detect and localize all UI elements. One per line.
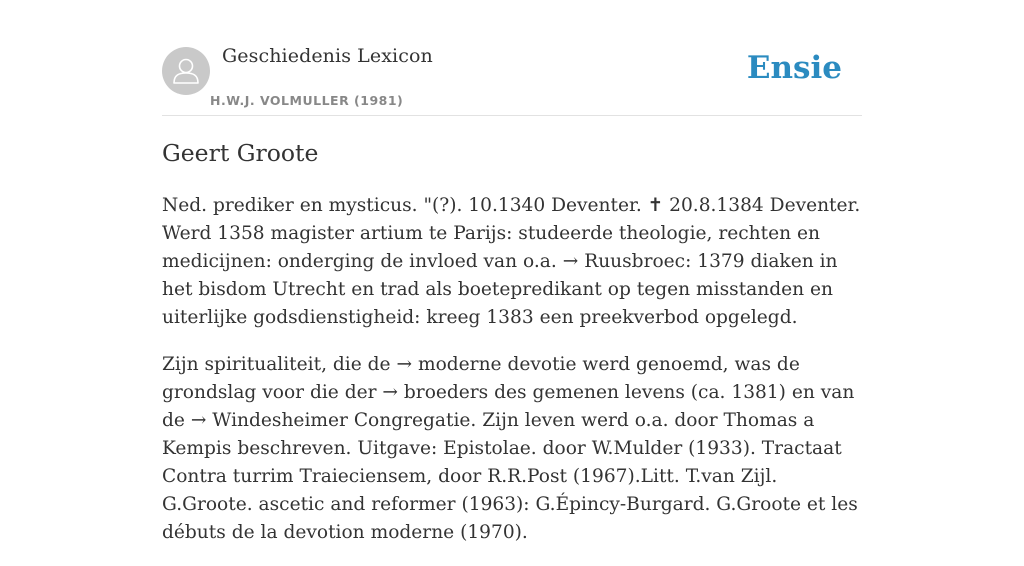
paragraph: Ned. prediker en mysticus. "(?). 10.1340 Deventer. ✝ 20.8.1384 Deventer. Werd 1358 magister artium te Parijs: studeerde theologie, rechten en medicijnen: onderging de invloed van o.a. → Ruusbroec: 1379 diaken in het bisdom Utrecht en trad als boetepredikant op tegen misstanden en uiterlijke godsdienstigheid: kreeg 1383 een preekverbod opgelegd.: [162, 195, 861, 328]
page-container: [162, 0, 862, 543]
author-label[interactable]: H.W.J. VOLMULLER (1981): [210, 93, 404, 108]
user-avatar-icon[interactable]: [162, 47, 210, 95]
brand-logo[interactable]: Ensie: [746, 50, 842, 86]
article-body: [162, 192, 872, 566]
article-title: Geert Groote: [162, 139, 319, 167]
lexicon-title[interactable]: Geschiedenis Lexicon: [222, 45, 433, 67]
paragraph: Zijn spiritualiteit, die de → moderne devotie werd genoemd, was de grondslag voor die der → broeders des gemenen levens (ca. 1381) en van de → Windesheimer Congregatie. Zijn leven werd o.a. door Thomas a Kempis beschreven. Uitgave: Epistolae. door W.Mulder (1933). Tractaat Contra turrim Traieciensem, door R.R.Post (1967).Litt. T.van Zijl. G.Groote. ascetic and reformer (1963): G.Épincy-Burgard. G.Groote et les débuts de la devotion moderne (1970).: [162, 354, 858, 543]
source-header: [162, 0, 862, 116]
